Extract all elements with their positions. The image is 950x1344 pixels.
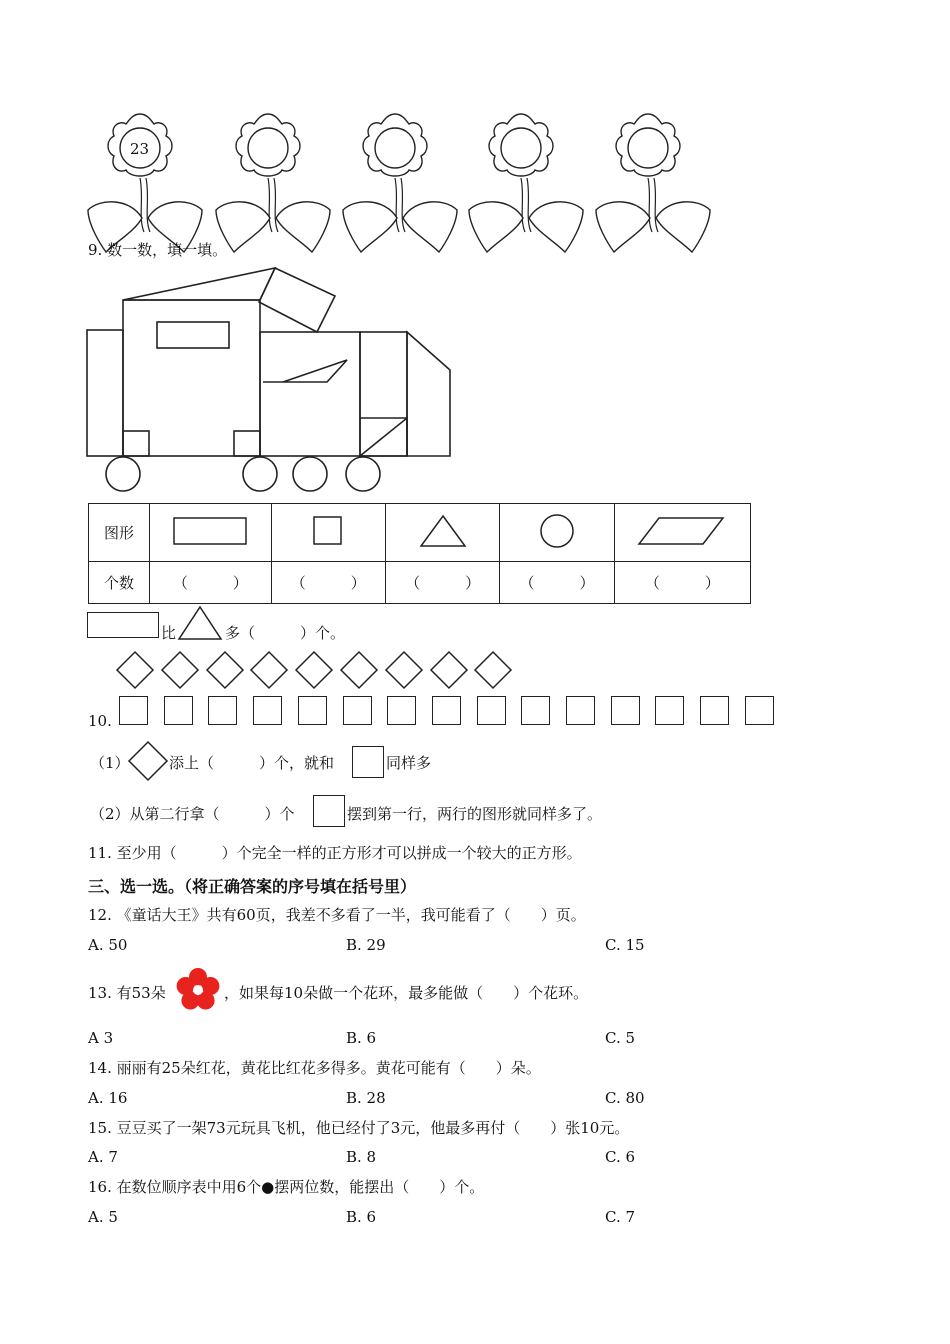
triangle-cell — [385, 504, 499, 562]
q15-option-b[interactable]: B. 8 — [346, 1148, 377, 1166]
compare-than: 比 — [161, 624, 177, 642]
q14-option-c[interactable]: C. 80 — [605, 1089, 645, 1107]
q13-option-c[interactable]: C. 5 — [605, 1029, 636, 1047]
q12-text: 12. 《童话大王》共有60页，我差不多看了一半，我可能看了（ ）页。 — [88, 906, 586, 924]
q15-option-a[interactable]: A. 7 — [88, 1148, 118, 1166]
q16-option-a[interactable]: A. 5 — [88, 1208, 118, 1226]
diamond-icon — [430, 651, 468, 689]
square-icon — [700, 696, 729, 725]
diamond-icon — [116, 651, 154, 689]
q10-label: 10. — [88, 712, 112, 730]
rectangle-icon — [170, 514, 250, 548]
q10-part1-suffix: 同样多 — [386, 754, 432, 772]
q13-option-b[interactable]: B. 6 — [346, 1029, 377, 1047]
q10-part1-prefix: （1） — [90, 754, 130, 772]
square-icon — [313, 795, 345, 827]
square-icon — [298, 696, 327, 725]
diamond-icon — [340, 651, 378, 689]
diamond-icon — [474, 651, 512, 689]
diamond-icon — [250, 651, 288, 689]
diamond-icon — [128, 741, 168, 781]
section-3-title: 三、选一选。（将正确答案的序号填在括号里） — [88, 877, 417, 896]
diamond-icon — [206, 651, 244, 689]
square-icon — [387, 696, 416, 725]
q10-part2-suffix: 摆到第一行，两行的图形就同样多了。 — [347, 805, 603, 823]
q14-text: 14. 丽丽有25朵红花，黄花比红花多得多。黄花可能有（ ）朵。 — [88, 1059, 541, 1077]
square-cell — [271, 504, 385, 562]
square-icon — [352, 746, 384, 778]
parallelogram-icon — [637, 514, 727, 548]
table-header-count: 个数 — [89, 562, 150, 604]
flower-1 — [88, 114, 202, 252]
q12-option-a[interactable]: A. 50 — [88, 936, 128, 954]
q16-option-c[interactable]: C. 7 — [605, 1208, 636, 1226]
rectangle-cell — [150, 504, 272, 562]
square-icon — [119, 696, 148, 725]
shape-count-table — [88, 503, 751, 604]
q14-option-b[interactable]: B. 28 — [346, 1089, 386, 1107]
q16-option-b[interactable]: B. 6 — [346, 1208, 377, 1226]
q13-option-a[interactable]: A 3 — [88, 1029, 114, 1047]
flower-number-1: 23 — [130, 140, 150, 158]
diamond-icon — [161, 651, 199, 689]
square-icon — [343, 696, 372, 725]
q10-part1-blank[interactable]: 添上（ ）个，就和 — [169, 754, 335, 772]
count-blank-parallelogram[interactable]: （ ） — [614, 562, 750, 604]
flower-5 — [596, 114, 710, 252]
q15-option-c[interactable]: C. 6 — [605, 1148, 636, 1166]
parallelogram-cell — [614, 504, 750, 562]
flower-4 — [469, 114, 583, 252]
compare-more-blank[interactable]: 多（ ）个。 — [225, 624, 346, 642]
q12-option-c[interactable]: C. 15 — [605, 936, 645, 954]
q13-text-before: 13. 有53朵 — [88, 984, 166, 1002]
red-flower-icon — [174, 966, 222, 1014]
circle-cell — [500, 504, 614, 562]
square-icon — [253, 696, 282, 725]
circle-icon — [537, 511, 577, 551]
flower-illustrations — [85, 112, 725, 232]
table-header-shape: 图形 — [89, 504, 150, 562]
q14-option-a[interactable]: A. 16 — [88, 1089, 128, 1107]
count-blank-circle[interactable]: （ ） — [500, 562, 614, 604]
diamond-icon — [385, 651, 423, 689]
q16-text: 16. 在数位顺序表中用6个●摆两位数，能摆出（ ）个。 — [88, 1178, 485, 1196]
q10-part2-prefix[interactable]: （2）从第二行拿（ ）个 — [90, 805, 295, 823]
square-icon — [311, 514, 345, 548]
q11-text[interactable]: 11. 至少用（ ）个完全一样的正方形才可以拼成一个较大的正方形。 — [88, 844, 582, 862]
triangle-icon — [418, 513, 468, 549]
square-icon — [611, 696, 640, 725]
square-icon — [477, 696, 506, 725]
count-blank-rectangle[interactable]: （ ） — [150, 562, 272, 604]
square-icon — [208, 696, 237, 725]
q9-label: 9. 数一数，填一填。 — [88, 241, 228, 259]
square-icon — [164, 696, 193, 725]
square-icon — [566, 696, 595, 725]
count-blank-square[interactable]: （ ） — [271, 562, 385, 604]
flower-2 — [216, 114, 330, 252]
square-icon — [521, 696, 550, 725]
square-icon — [745, 696, 774, 725]
flower-3 — [343, 114, 457, 252]
diamond-icon — [295, 651, 333, 689]
count-blank-triangle[interactable]: （ ） — [385, 562, 499, 604]
q13-text-after: ，如果每10朵做一个花环，最多能做（ ）个花环。 — [224, 984, 589, 1002]
square-icon — [432, 696, 461, 725]
square-icon — [655, 696, 684, 725]
q12-option-b[interactable]: B. 29 — [346, 936, 386, 954]
train-figure — [85, 266, 455, 496]
q15-text: 15. 豆豆买了一架73元玩具飞机，他已经付了3元，他最多再付（ ）张10元。 — [88, 1119, 630, 1137]
rectangle-icon — [87, 612, 159, 638]
triangle-icon — [177, 605, 223, 641]
